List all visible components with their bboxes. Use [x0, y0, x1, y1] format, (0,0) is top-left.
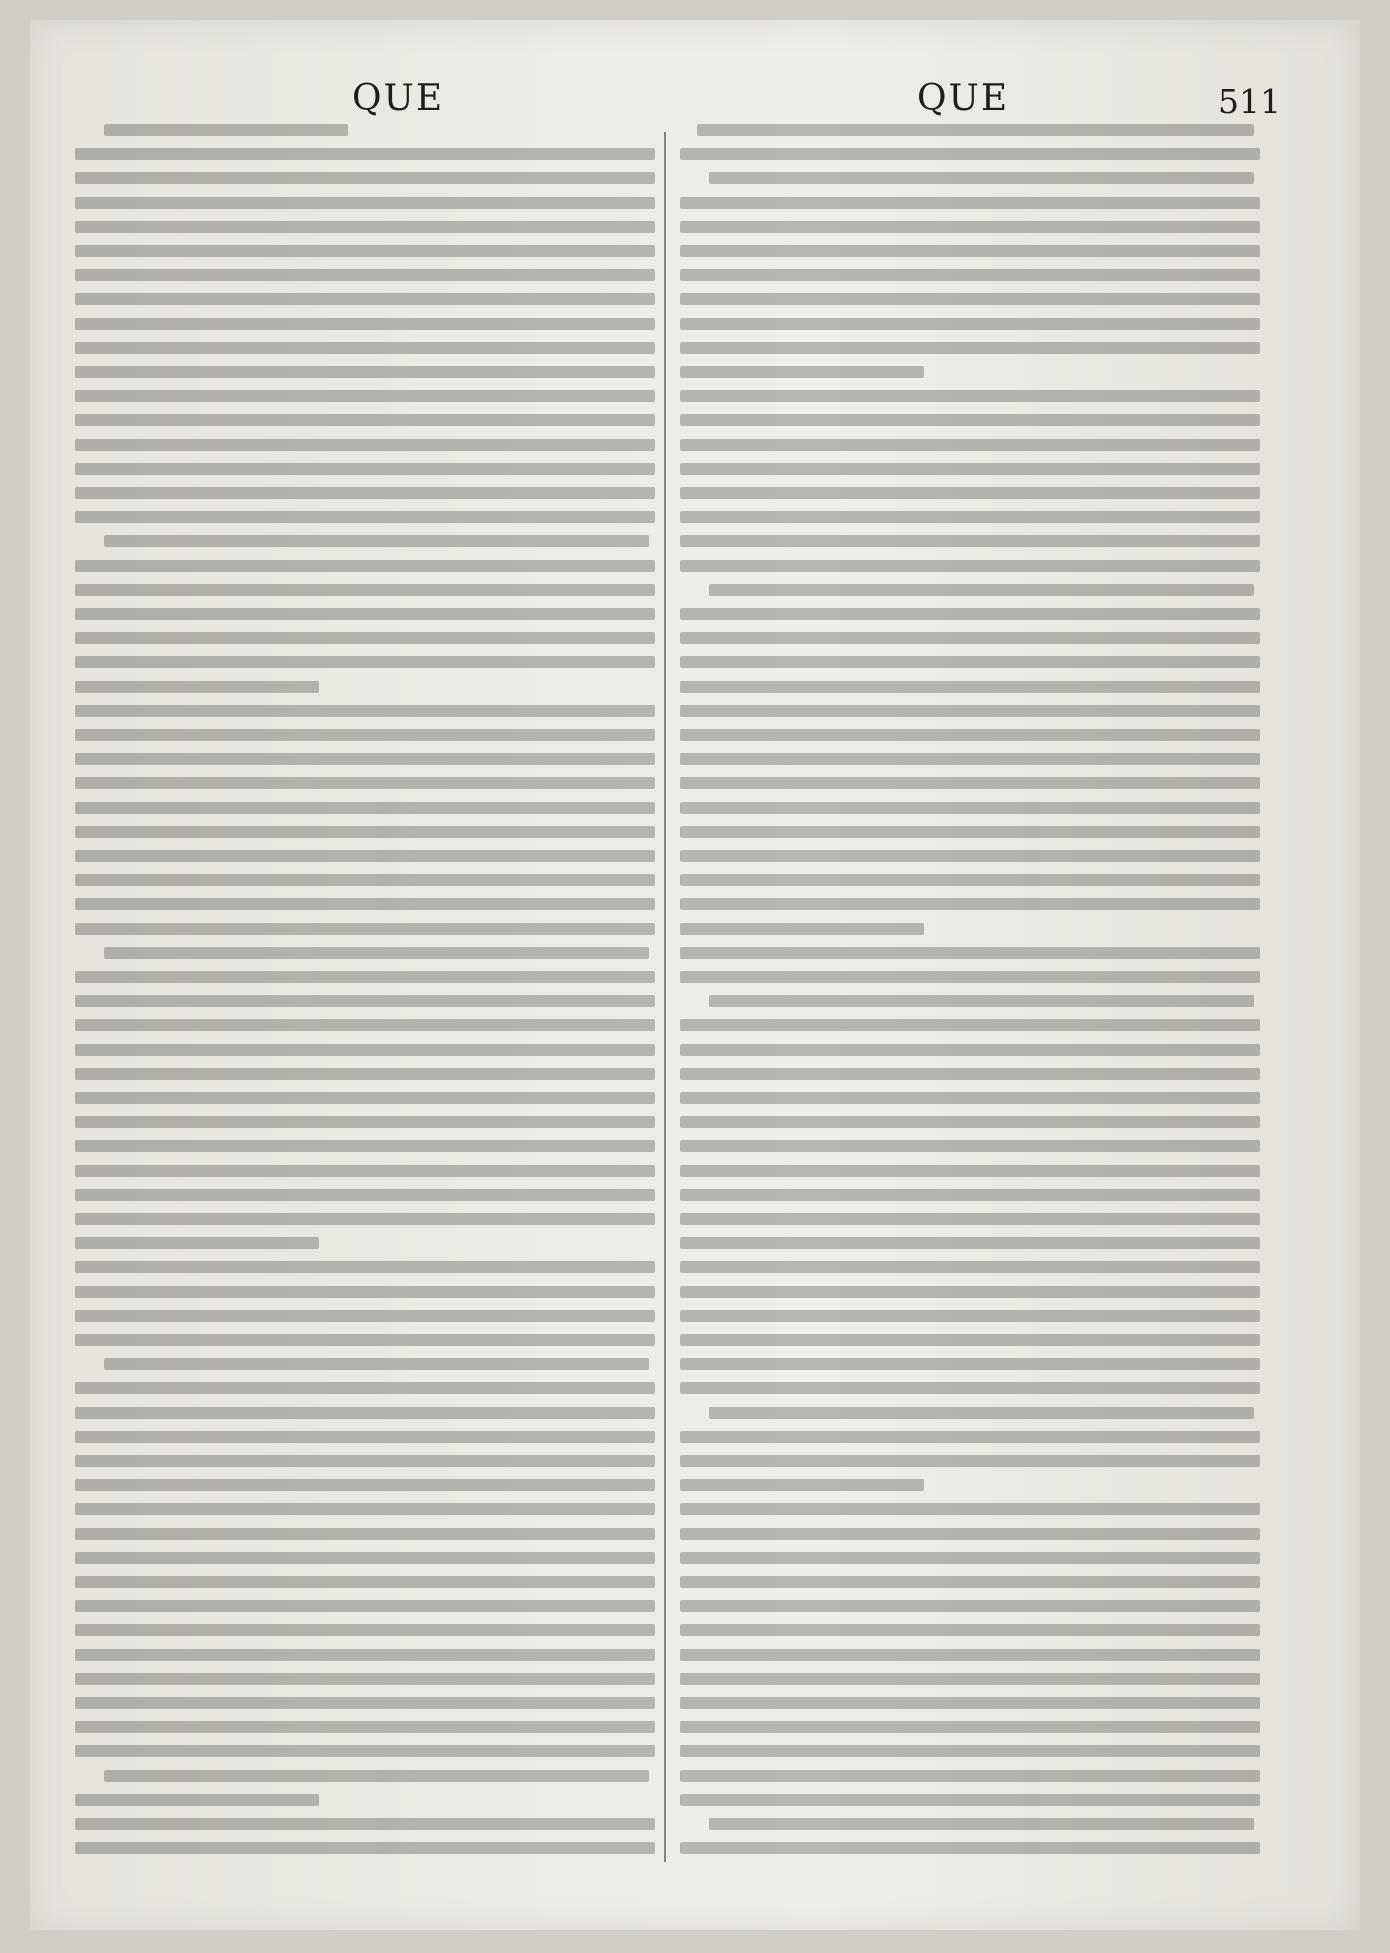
text-line: [75, 729, 655, 741]
text-line: [75, 1624, 655, 1636]
text-line: [75, 1019, 655, 1031]
text-line: [75, 390, 655, 402]
text-line: [75, 1261, 655, 1273]
text-line: [75, 608, 655, 620]
text-line: [680, 1334, 1260, 1346]
text-line: [75, 1455, 655, 1467]
text-line: [680, 245, 1260, 257]
text-line: [680, 535, 1260, 547]
text-line: [75, 342, 655, 354]
text-line: [680, 777, 1260, 789]
text-line: [104, 124, 348, 136]
text-line: [680, 414, 1260, 426]
text-line: [709, 995, 1254, 1007]
text-line: [75, 1600, 655, 1612]
text-line: [75, 1721, 655, 1733]
text-line: [75, 1116, 655, 1128]
text-line: [680, 705, 1260, 717]
text-line: [680, 1019, 1260, 1031]
text-line: [75, 1068, 655, 1080]
text-line: [680, 439, 1260, 451]
running-head-left: QUE: [352, 78, 445, 119]
text-line: [75, 197, 655, 209]
text-line: [75, 1140, 655, 1152]
text-line: [680, 1721, 1260, 1733]
text-line: [680, 463, 1260, 475]
text-line: [709, 1407, 1254, 1419]
text-line: [75, 172, 655, 184]
text-line: [75, 898, 655, 910]
text-line: [104, 947, 649, 959]
text-line: [75, 1310, 655, 1322]
text-line: [680, 1286, 1260, 1298]
text-line: [680, 1842, 1260, 1854]
text-line: [75, 1165, 655, 1177]
text-column-right: [680, 124, 1260, 1874]
text-line: [75, 1552, 655, 1564]
text-line: [75, 777, 655, 789]
text-line: [680, 1673, 1260, 1685]
text-line: [680, 632, 1260, 644]
text-line: [75, 1649, 655, 1661]
text-line: [75, 148, 655, 160]
text-line: [75, 1189, 655, 1201]
text-line: [75, 1576, 655, 1588]
text-line: [75, 850, 655, 862]
text-line: [680, 148, 1260, 160]
text-line: [75, 681, 319, 693]
text-line: [75, 511, 655, 523]
text-line: [75, 1673, 655, 1685]
text-line: [680, 608, 1260, 620]
text-line: [680, 269, 1260, 281]
text-line: [75, 923, 655, 935]
text-line: [75, 971, 655, 983]
text-line: [680, 1261, 1260, 1273]
text-line: [680, 1092, 1260, 1104]
text-line: [75, 560, 655, 572]
text-line: [75, 1818, 655, 1830]
text-line: [709, 1818, 1254, 1830]
text-line: [75, 1407, 655, 1419]
text-line: [75, 1503, 655, 1515]
text-line: [680, 802, 1260, 814]
text-line: [75, 1431, 655, 1443]
text-line: [680, 1165, 1260, 1177]
text-line: [680, 342, 1260, 354]
text-line: [680, 293, 1260, 305]
text-line: [680, 874, 1260, 886]
text-line: [680, 753, 1260, 765]
text-line: [680, 487, 1260, 499]
text-line: [75, 366, 655, 378]
text-line: [680, 366, 924, 378]
text-line: [680, 1600, 1260, 1612]
text-line: [680, 1745, 1260, 1757]
text-line: [75, 1092, 655, 1104]
column-divider: [664, 132, 666, 1862]
text-line: [680, 1213, 1260, 1225]
text-line: [75, 1745, 655, 1757]
text-line: [680, 390, 1260, 402]
text-line: [680, 898, 1260, 910]
text-line: [680, 681, 1260, 693]
text-line: [680, 1068, 1260, 1080]
text-line: [680, 1624, 1260, 1636]
running-head-right: QUE: [917, 78, 1010, 119]
text-line: [75, 802, 655, 814]
text-line: [75, 826, 655, 838]
text-line: [75, 705, 655, 717]
text-line: [75, 1697, 655, 1709]
text-line: [680, 1189, 1260, 1201]
text-line: [680, 197, 1260, 209]
text-line: [680, 1044, 1260, 1056]
text-line: [680, 947, 1260, 959]
text-line: [75, 632, 655, 644]
text-line: [680, 1503, 1260, 1515]
text-line: [75, 269, 655, 281]
text-line: [680, 1479, 924, 1491]
page-number: 511: [1218, 82, 1281, 121]
text-line: [75, 1237, 319, 1249]
text-column-left: [75, 124, 655, 1874]
text-line: [680, 1649, 1260, 1661]
text-line: [75, 656, 655, 668]
text-line: [75, 874, 655, 886]
text-line: [680, 560, 1260, 572]
scanned-page: [30, 20, 1360, 1930]
text-line: [680, 1794, 1260, 1806]
text-line: [75, 439, 655, 451]
text-line: [75, 1479, 655, 1491]
text-line: [680, 656, 1260, 668]
text-line: [680, 1576, 1260, 1588]
text-line: [75, 584, 655, 596]
text-line: [75, 487, 655, 499]
text-line: [104, 1358, 649, 1370]
text-line: [680, 923, 924, 935]
text-line: [104, 535, 649, 547]
text-line: [680, 1382, 1260, 1394]
text-line: [680, 318, 1260, 330]
text-line: [75, 1044, 655, 1056]
text-line: [75, 318, 655, 330]
text-line: [75, 1794, 319, 1806]
text-line: [680, 1697, 1260, 1709]
text-line: [75, 1528, 655, 1540]
text-line: [75, 1842, 655, 1854]
text-line: [680, 971, 1260, 983]
text-line: [75, 1334, 655, 1346]
text-line: [697, 124, 1254, 136]
text-line: [75, 221, 655, 233]
text-line: [75, 414, 655, 426]
text-line: [680, 729, 1260, 741]
text-line: [75, 1382, 655, 1394]
text-line: [75, 293, 655, 305]
text-line: [680, 1140, 1260, 1152]
text-line: [75, 245, 655, 257]
text-line: [680, 1310, 1260, 1322]
text-line: [680, 1770, 1260, 1782]
text-line: [680, 1358, 1260, 1370]
text-line: [680, 221, 1260, 233]
text-line: [75, 1213, 655, 1225]
text-line: [75, 1286, 655, 1298]
text-line: [680, 1431, 1260, 1443]
text-line: [709, 172, 1254, 184]
text-line: [680, 1552, 1260, 1564]
text-line: [680, 826, 1260, 838]
text-line: [680, 850, 1260, 862]
text-line: [680, 1528, 1260, 1540]
text-line: [75, 753, 655, 765]
text-line: [709, 584, 1254, 596]
text-line: [75, 995, 655, 1007]
text-line: [680, 1237, 1260, 1249]
text-line: [680, 511, 1260, 523]
text-line: [680, 1116, 1260, 1128]
text-line: [75, 463, 655, 475]
text-line: [104, 1770, 649, 1782]
text-line: [680, 1455, 1260, 1467]
